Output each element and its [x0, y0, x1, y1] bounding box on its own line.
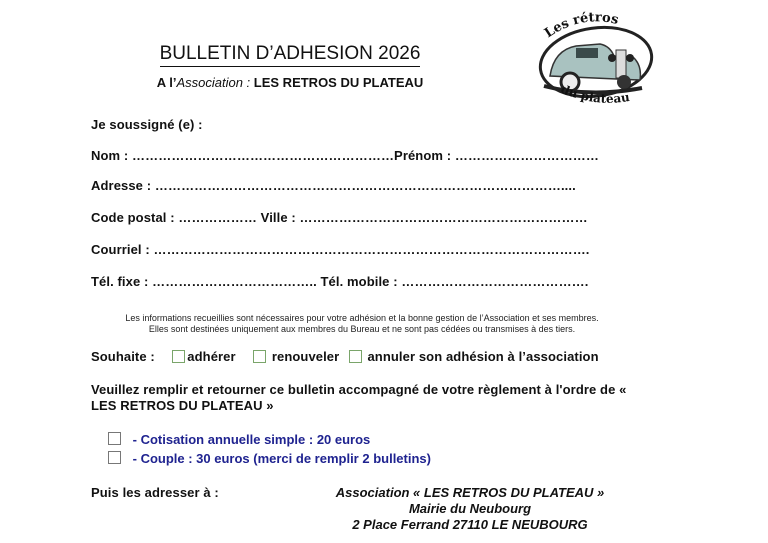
annuler-checkbox[interactable] — [349, 350, 362, 363]
courriel-label: Courriel : — [91, 242, 154, 257]
address-line2: Mairie du Neubourg — [408, 501, 532, 516]
subtitle-name: LES RETROS DU PLATEAU — [250, 75, 424, 90]
nom-field[interactable]: …………………………………………………… — [132, 148, 395, 163]
prenom-label: Prénom : — [394, 148, 455, 163]
fee-simple — [108, 432, 370, 447]
nom-label: Nom : — [91, 148, 133, 163]
address-line1: Association « LES RETROS DU PLATEAU » — [335, 485, 605, 500]
adresse-label: Adresse : — [91, 178, 155, 193]
annuler-label: annuler son adhésion à l’association — [367, 349, 599, 364]
address-row — [91, 178, 576, 193]
page-title — [0, 43, 580, 65]
subtitle-italic: Association : — [176, 75, 251, 90]
fee-simple-label: - Cotisation annuelle simple : 20 euros — [132, 432, 371, 447]
subtitle-prefix: A l’ — [156, 75, 177, 90]
tel-mobile-field[interactable]: ……………………………………. — [401, 274, 589, 289]
fee-simple-checkbox[interactable] — [108, 432, 121, 445]
ville-field[interactable]: ………………………………………………………… — [299, 210, 588, 225]
ville-label: Ville : — [260, 210, 300, 225]
fee-couple — [108, 451, 431, 466]
courriel-field[interactable]: ………………………………………………………………………………………. — [153, 242, 590, 257]
code-postal-field[interactable]: ……………… — [178, 210, 261, 225]
mailing-address — [280, 485, 660, 533]
send-to-label: Puis les adresser à : — [91, 485, 219, 500]
wish-label: Souhaite : — [91, 349, 155, 364]
wish-row — [91, 349, 599, 364]
name-row — [91, 148, 599, 163]
email-row — [91, 242, 590, 257]
privacy-notice — [82, 313, 642, 335]
adresse-field[interactable]: ………………………………………………………………………………….... — [154, 178, 576, 193]
adherer-label: adhérer — [187, 349, 236, 364]
code-postal-label: Code postal : — [91, 210, 179, 225]
renouveler-label: renouveler — [271, 349, 340, 364]
privacy-notice-line1: Les informations recueillies sont nécessaires pour votre adhésion et la bonne gestion de l’Association et ses membres. — [125, 313, 599, 323]
svg-text:Les rétros: Les rétros — [542, 10, 620, 42]
fee-couple-label: - Couple : 30 euros (merci de remplir 2 bulletins) — [132, 451, 431, 466]
prenom-field[interactable]: …………………………… — [454, 148, 600, 163]
association-subtitle — [0, 75, 580, 90]
undersigned-label: Je soussigné (e) : — [91, 117, 203, 132]
instructions-line2: LES RETROS DU PLATEAU » — [91, 398, 274, 413]
tel-fixe-label: Tél. fixe : — [91, 274, 153, 289]
postal-city-row — [91, 210, 588, 225]
privacy-notice-line2: Elles sont destinées uniquement aux membres du Bureau et ne sont pas cédées ou transmises à des tiers. — [148, 324, 576, 334]
tel-mobile-label: Tél. mobile : — [320, 274, 402, 289]
page-title-text: BULLETIN D’ADHESION 2026 — [160, 43, 421, 67]
phone-row — [91, 274, 589, 289]
svg-text:du plateau: du plateau — [558, 81, 631, 106]
instructions-line1: Veuillez remplir et retourner ce bulletin accompagné de votre règlement à l'ordre de « — [91, 382, 627, 397]
adherer-checkbox[interactable] — [172, 350, 185, 363]
instructions — [91, 382, 626, 414]
address-line3: 2 Place Ferrand 27110 LE NEUBOURG — [352, 517, 588, 532]
vintage-car-icon — [530, 6, 660, 114]
tel-fixe-field[interactable]: ……………………………….. — [152, 274, 321, 289]
renouveler-checkbox[interactable] — [253, 350, 266, 363]
club-logo — [530, 6, 660, 114]
fee-couple-checkbox[interactable] — [108, 451, 121, 464]
